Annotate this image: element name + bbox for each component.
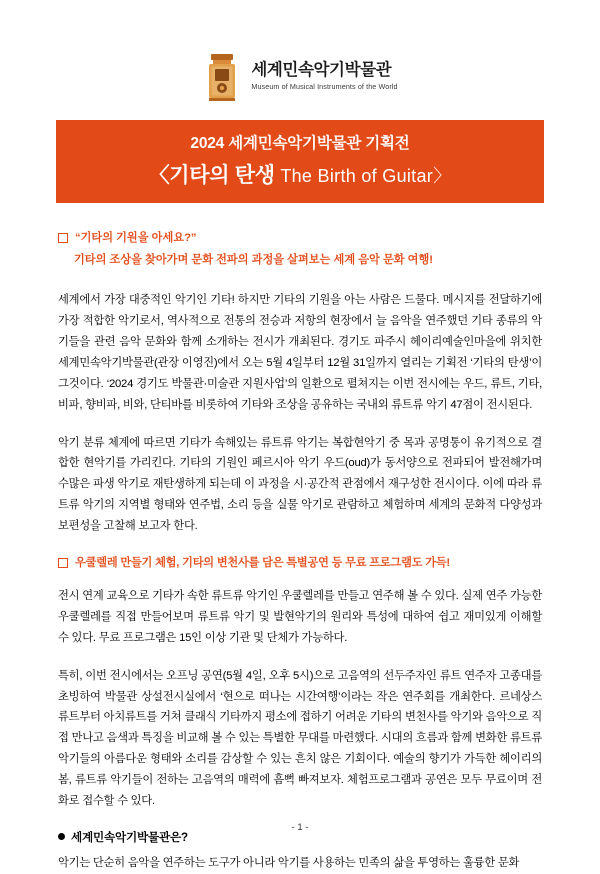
museum-logo-text <box>251 61 397 91</box>
museum-logo <box>58 50 542 102</box>
banner-title-korean: 〈기타의 탄생 <box>148 164 275 187</box>
banner-title-english: The Birth of Guitar〉 <box>280 166 452 186</box>
dot-marker-icon <box>58 833 65 840</box>
lead-subline: 기타의 조상을 찾아가며 문화 전파의 과정을 살펴보는 세계 음악 문화 여행! <box>74 253 434 266</box>
lead-headline-row <box>58 229 542 249</box>
exhibition-title-banner <box>56 120 544 203</box>
body-paragraph: 세계에서 가장 대중적인 악기인 기타! 하지만 기타의 기원을 아는 사람은 드물다. 메시지를 전달하기에 가장 적합한 악기로서, 역사적으로 전통의 전승과 저항의 현장에서 늘 음악을 연주했던 기타 종류의 악기들을 관련 음악 문화와 함께 소개하는 전시가 개최된다. 경기도 파주시 헤이리예술인마을에 위치한 세계민속악기박물관(관장 이영진)에서 오는 5월 4일부터 12월 31일까지 열리는 기획전 ‘기타의 탄생’이 그것이다. ‘2024 경기도 박물관·미술관 지원사업’의 일환으로 펼쳐지는 이번 전시에는 우드, 류트, 기타, 비파, 향비파, 비와, 단티바를 비롯하여 기타와 조상을 공유하는 국내외 류트류 악기 47점이 전시된다. <box>58 294 542 411</box>
museum-info-paragraph: 악기는 단순히 음악을 연주하는 도구가 아니라 악기를 사용하는 민족의 삶을 투영하는 훌륭한 문화 <box>58 856 520 869</box>
lead-headline: “기타의 기원을 아세요?” <box>75 232 197 244</box>
section-heading <box>58 554 542 570</box>
body-paragraph: 특히, 이번 전시에서는 오프닝 공연(5월 4일, 오후 5시)으로 고음역의 선두주자인 류트 연주자 고종대를 초빙하여 박물관 상설전시실에서 ‘현으로 떠나는 시간여행’이라는 작은 연주회를 개최한다. 르네상스 류트부터 아치류트를 거쳐 클래식 기타까지 평소에 접하기 어려운 기타의 변천사를 악기와 음악으로 직접 만나고 음색과 특징을 비교해 볼 수 있는 특별한 무대를 마련했다. 시대의 흐름과 함께 변화한 류트류 악기들의 아름다운 형태와 소리를 감상할 수 있는 흔치 않은 기회이다. 예술의 향기가 가득한 헤이리의 봄, 류트류 악기들이 전하는 고음역의 매력에 흠뻑 빠져보자. 체험프로그램과 공연은 모두 무료이며 전화로 접수할 수 있다. <box>58 669 542 807</box>
banner-title <box>56 159 544 189</box>
section-heading-text: 우쿨렐레 만들기 체험, 기타의 변천사를 담은 특별공연 등 무료 프로그램도 가득! <box>75 556 450 569</box>
page-number: - 1 - <box>291 822 309 833</box>
banner-subtitle: 2024 세계민속악기박물관 기획전 <box>190 135 410 152</box>
square-marker-icon <box>58 233 68 243</box>
museum-name-en: Museum of Musical Instruments of the World <box>251 82 398 92</box>
body-paragraph: 악기 분류 체계에 따르면 기타가 속해있는 류트류 악기는 복합현악기 중 목과 공명통이 유기적으로 결합한 현악기를 가리킨다. 기타의 기원인 페르시아 악기 우드(oud)가 동서양으로 전파되어 발전해가며 수많은 파생 악기로 재탄생하게 되는데 이 과정을 시·공간적 관점에서 재구성한 전시이다. 이에 따라 류트류 악기의 지역별 형태와 연주법, 소리 등을 실물 악기로 관람하고 체험하며 세계의 문화적 다양성과 보편성을 고찰해 보고자 한다. <box>58 436 542 533</box>
body-paragraph: 전시 연계 교육으로 기타가 속한 류트류 악기인 우쿨렐레를 만들고 연주해 볼 수 있다. 실제 연주 가능한 우쿨렐레를 직접 만들어보며 류트류 악기 및 발현악기의 원리와 특성에 대하여 쉽고 재미있게 이해할 수 있다. 무료 프로그램은 15인 이상 기관 및 단체가 가능하다. <box>58 589 542 644</box>
museum-name-ko: 세계민속악기박물관 <box>251 60 392 79</box>
museum-info-heading-text: 세계민속악기박물관은? <box>71 830 188 844</box>
square-marker-icon <box>58 558 68 568</box>
lead-block <box>58 229 542 270</box>
museum-instrument-logo-icon <box>202 50 242 102</box>
